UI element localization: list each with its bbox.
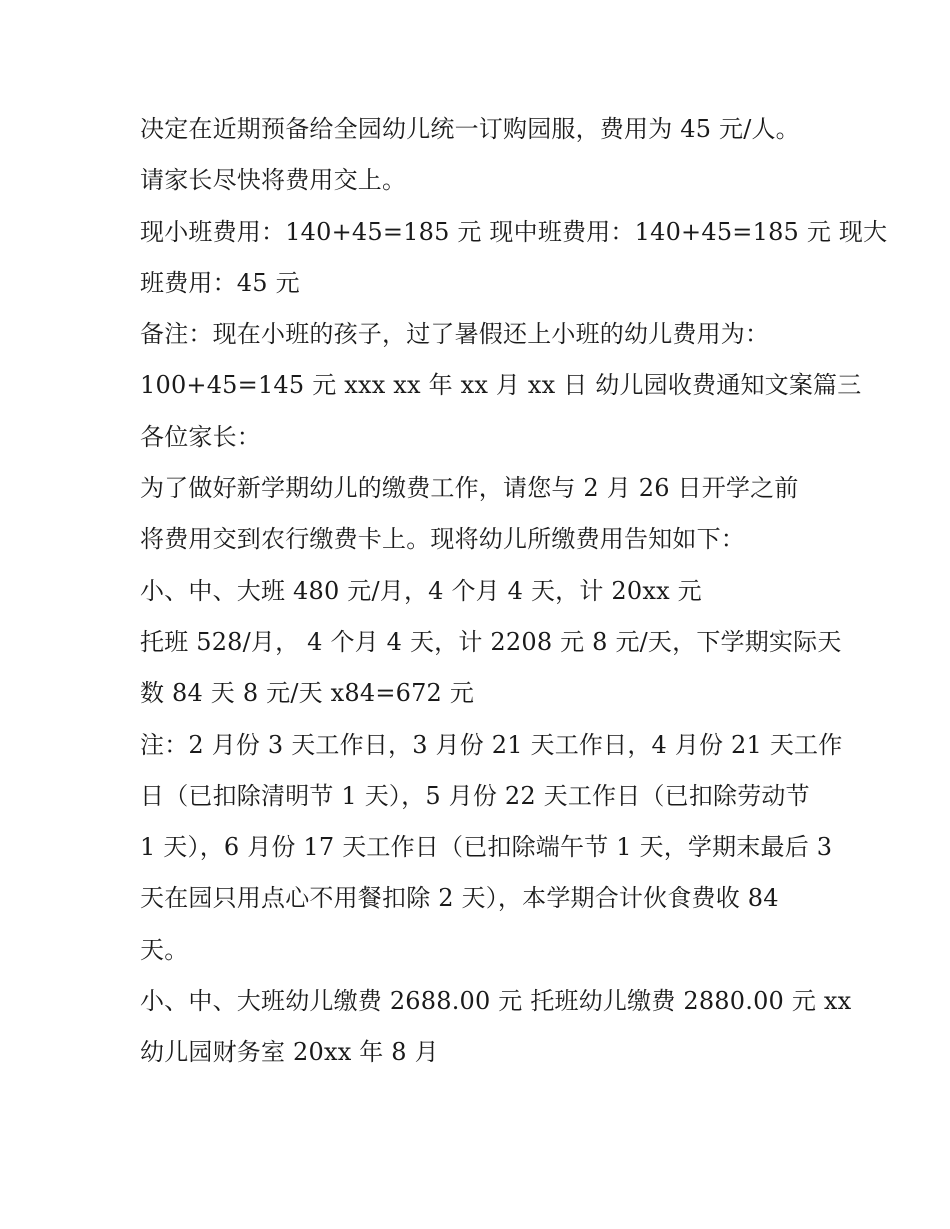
text-line: 数 84 天 8 元/天 x84=672 元: [140, 679, 475, 708]
text-line: 决定在近期预备给全园幼儿统一订购园服，费用为 45 元/人。: [140, 115, 800, 143]
text-line: 1 天），6 月份 17 天工作日（已扣除端午节 1 天，学期末最后 3: [140, 833, 833, 862]
text-line: 班费用：45 元: [140, 268, 300, 297]
text-line: 幼儿园财务室 20xx 年 8 月: [140, 1038, 439, 1067]
text-line: 托班 528/月， 4 个月 4 天，计 2208 元 8 元/天，下学期实际天: [140, 627, 842, 656]
text-line: 天。: [140, 935, 189, 964]
text-line: 小、中、大班 480 元/月，4 个月 4 天，计 20xx 元: [140, 576, 702, 605]
text-line: 备注：现在小班的孩子，过了暑假还上小班的幼儿费用为：: [140, 320, 770, 349]
text-line: 100+45=145 元 xxx xx 年 xx 月 xx 日 幼儿园收费通知文案篇三: [140, 371, 862, 400]
text-line: 日（已扣除清明节 1 天），5 月份 22 天工作日（已扣除劳动节: [140, 781, 810, 810]
document-body: [140, 104, 888, 1079]
text-line: 小、中、大班幼儿缴费 2688.00 元 托班幼儿缴费 2880.00 元 xx: [140, 987, 852, 1016]
text-line: 请家长尽快将费用交上。: [140, 166, 407, 195]
text-line: 各位家长：: [140, 422, 261, 451]
text-line: 现小班费用：140+45=185 元 现中班费用：140+45=185 元 现大: [140, 217, 888, 246]
text-line: 将费用交到农行缴费卡上。现将幼儿所缴费用告知如下：: [140, 525, 745, 554]
text-line: 注：2 月份 3 天工作日，3 月份 21 天工作日，4 月份 21 天工作: [140, 730, 843, 759]
text-line: 天在园只用点心不用餐扣除 2 天），本学期合计伙食费收 84: [140, 884, 779, 913]
text-line: 为了做好新学期幼儿的缴费工作，请您与 2 月 26 日开学之前: [140, 474, 799, 503]
